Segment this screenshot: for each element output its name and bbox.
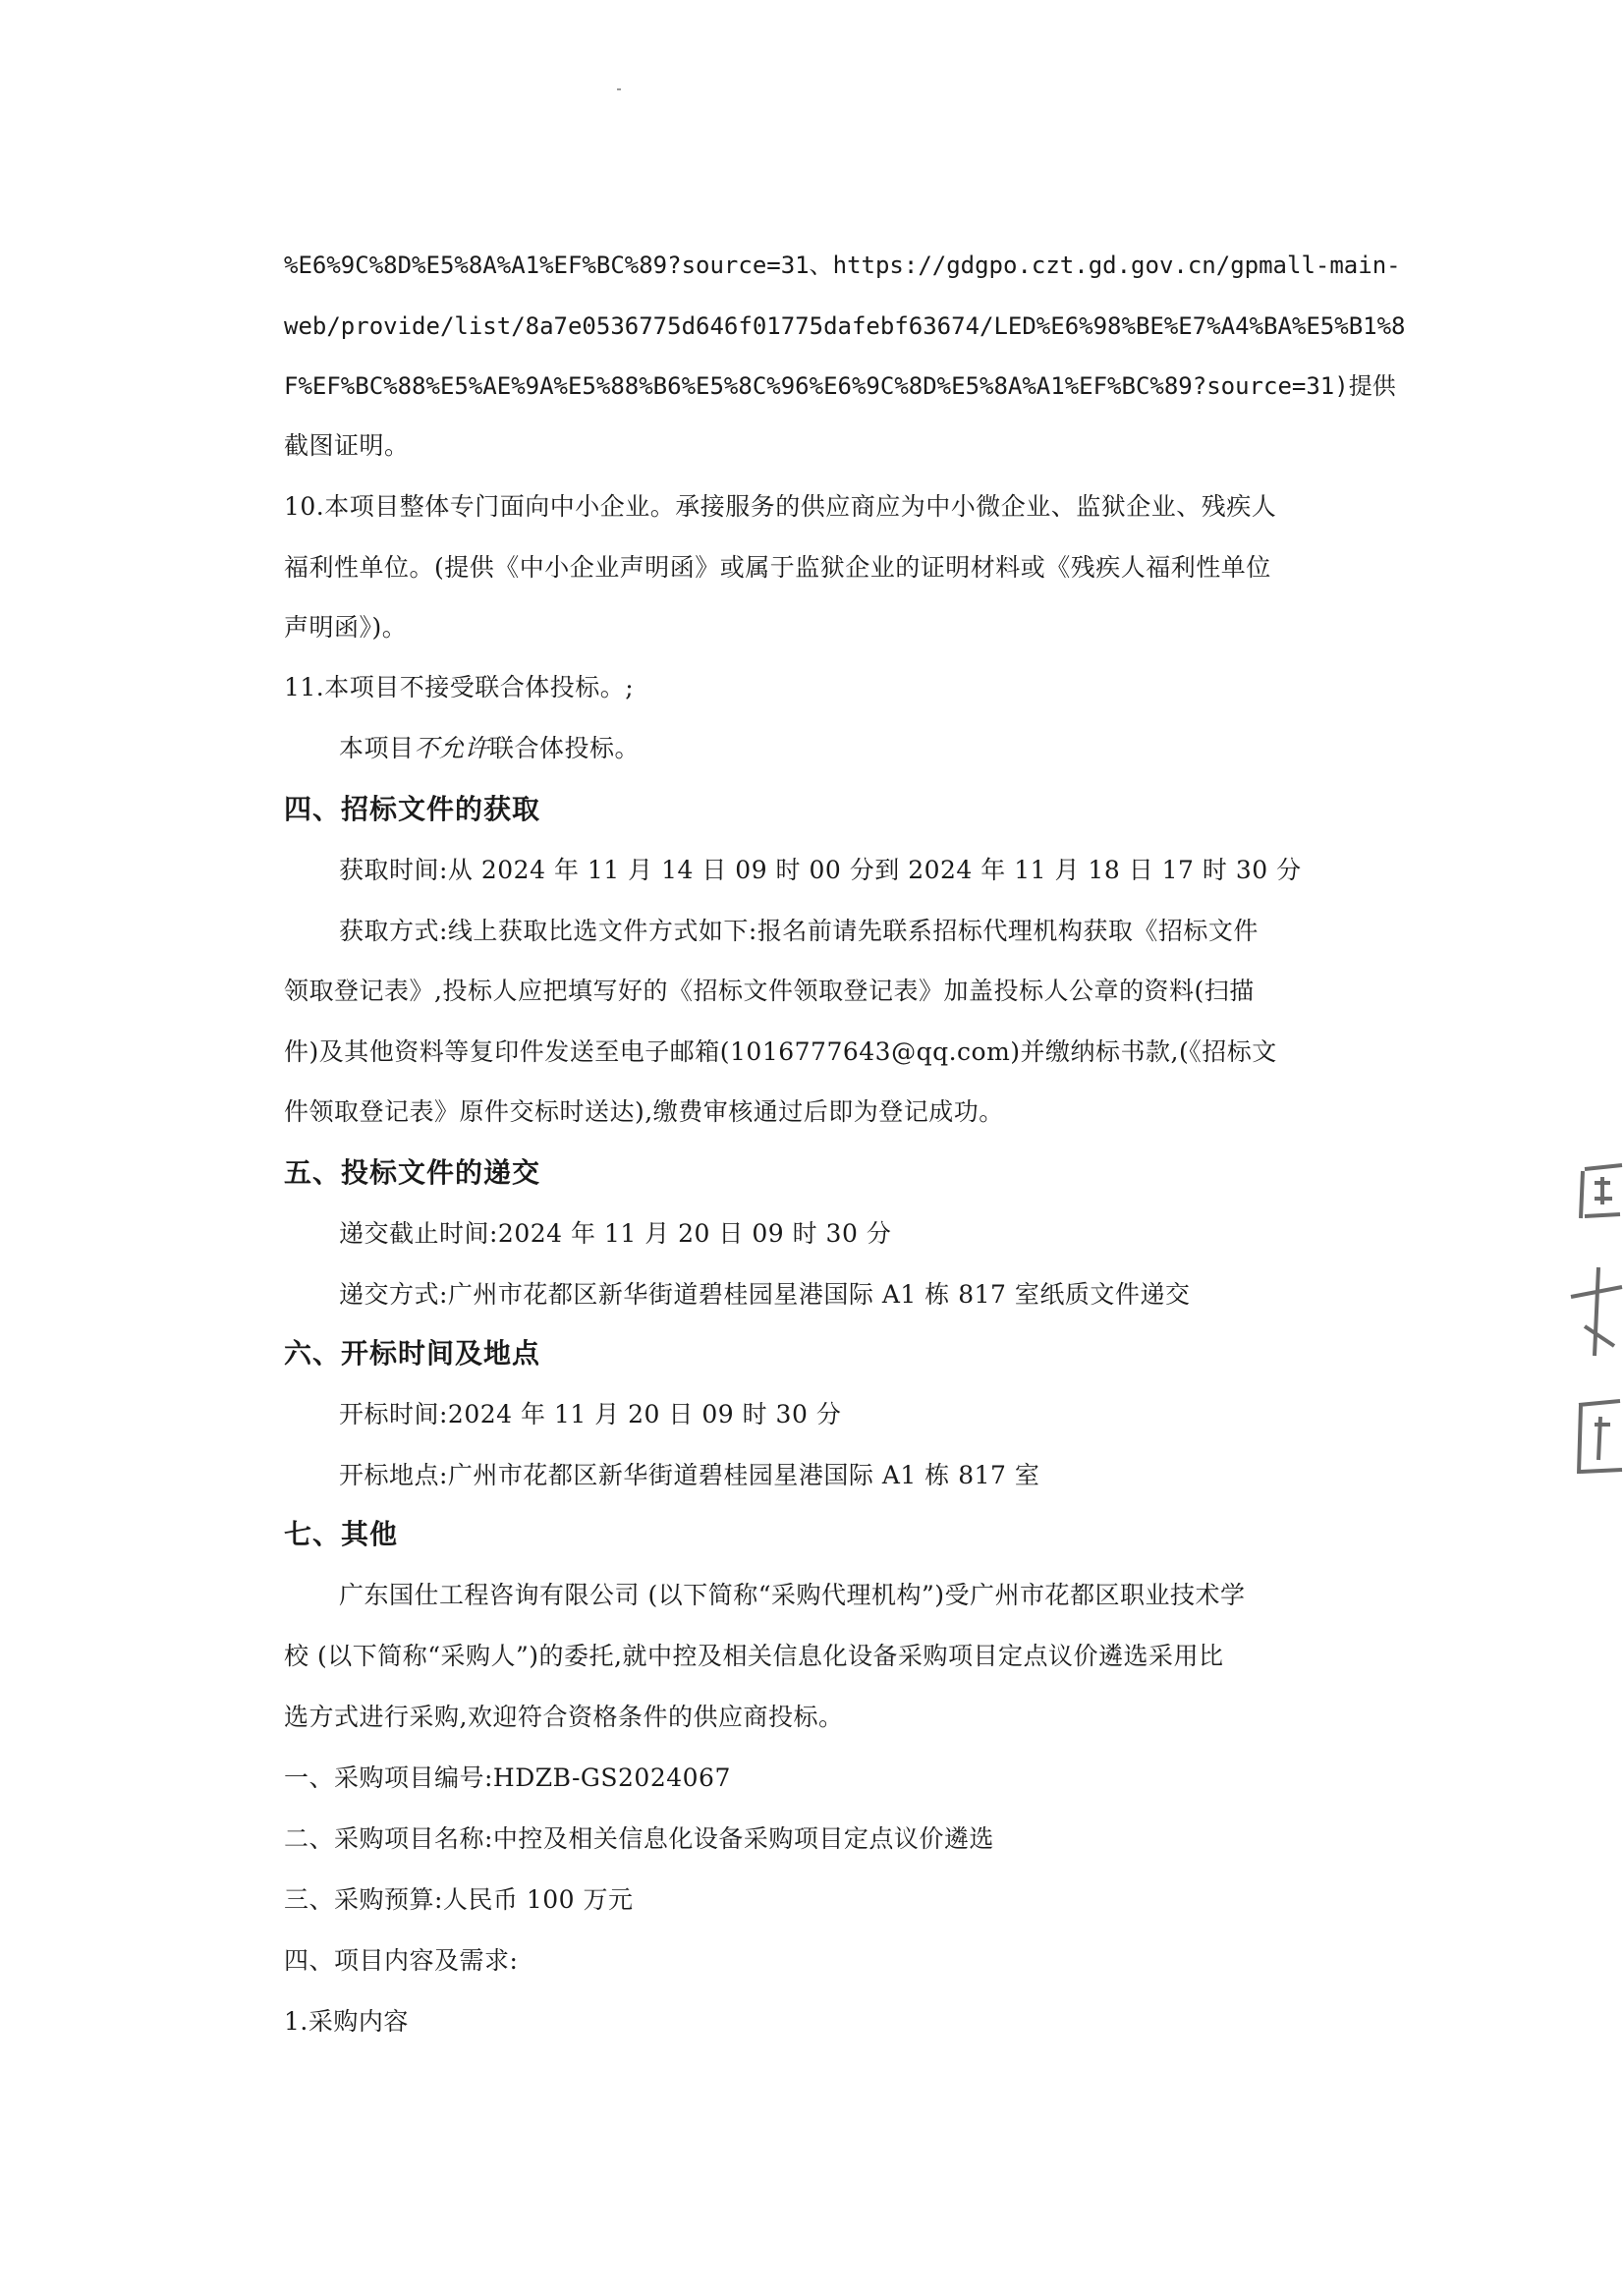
paragraph-line: 校 (以下简称“采购人”)的委托,就中控及相关信息化设备采购项目定点议价遴选采用比 [284, 1642, 1224, 1670]
url-line-3: F%EF%BC%88%E5%AE%9A%E5%88%B6%E5%8C%96%E6%9C%8D%E5%8A%A1%EF%BC%89?source=31)提供 [284, 372, 1396, 400]
section-heading: 七、其他 [284, 1518, 399, 1550]
url-line-1: %E6%9C%8D%E5%8A%A1%EF%BC%89?source=31、https://gdgpo.czt.gd.gov.cn/gpmall-main- [284, 252, 1401, 279]
paragraph-line: 三、采购预算:人民币 100 万元 [284, 1885, 634, 1914]
section-heading: 六、开标时间及地点 [284, 1337, 541, 1370]
paragraph-line: 获取方式:线上获取比选文件方式如下:报名前请先联系招标代理机构获取《招标文件 [339, 917, 1259, 945]
paragraph-line: 获取时间:从 2024 年 11 月 14 日 09 时 00 分到 2024 年 11 月 18 日 17 时 30 分 [339, 856, 1302, 884]
seal-fragment [1565, 1159, 1624, 1513]
text-span: 联合体投标。 [489, 734, 641, 762]
paragraph-line: 开标时间:2024 年 11 月 20 日 09 时 30 分 [339, 1400, 842, 1428]
paragraph-line: 截图证明。 [284, 431, 410, 460]
paragraph-line: 选方式进行采购,欢迎符合资格条件的供应商投标。 [284, 1703, 844, 1731]
paragraph-line: 递交方式:广州市花都区新华街道碧桂园星港国际 A1 栋 817 室纸质文件递交 [339, 1280, 1191, 1309]
paragraph-line: 二、采购项目名称:中控及相关信息化设备采购项目定点议价遴选 [284, 1824, 994, 1853]
paragraph-line: 广东国仕工程咨询有限公司 (以下简称“采购代理机构”)受广州市花都区职业技术学 [339, 1581, 1246, 1609]
paragraph-line: 件)及其他资料等复印件发送至电子邮箱(1016777643@qq.com)并缴纳标书款,(《招标文 [284, 1037, 1277, 1066]
section-heading: 四、招标文件的获取 [284, 793, 541, 825]
section-heading: 五、投标文件的递交 [284, 1156, 541, 1189]
paragraph-line: 递交截止时间:2024 年 11 月 20 日 09 时 30 分 [339, 1219, 892, 1248]
paragraph-line: 件领取登记表》原件交标时送达),缴费审核通过后即为登记成功。 [284, 1097, 1004, 1126]
paragraph-line: 声明函》)。 [284, 613, 408, 642]
paragraph-line: 1.采购内容 [284, 2007, 409, 2036]
paragraph-line: 11.本项目不接受联合体投标。; [284, 673, 635, 701]
paragraph-line: 四、项目内容及需求: [284, 1946, 519, 1975]
paragraph-line: 开标地点:广州市花都区新华街道碧桂园星港国际 A1 栋 817 室 [339, 1461, 1040, 1489]
consortium-line [339, 731, 640, 766]
paragraph-line: 一、采购项目编号:HDZB-GS2024067 [284, 1763, 731, 1792]
paragraph-line: 领取登记表》,投标人应把填写好的《招标文件领取登记表》加盖投标人公章的资料(扫描 [284, 977, 1255, 1005]
scan-speck [617, 88, 621, 90]
paragraph-line: 福利性单位。(提供《中小企业声明函》或属于监狱企业的证明材料或《残疾人福利性单位 [284, 553, 1271, 582]
text-span: 本项目 [339, 734, 415, 762]
paragraph-line: 10.本项目整体专门面向中小企业。承接服务的供应商应为中小微企业、监狱企业、残疾人 [284, 492, 1277, 521]
url-line-2: web/provide/list/8a7e0536775d646f01775dafebf63674/LED%E6%98%BE%E7%A4%BA%E5%B1%8 [284, 312, 1406, 340]
italic-text: 不允许 [414, 734, 490, 762]
